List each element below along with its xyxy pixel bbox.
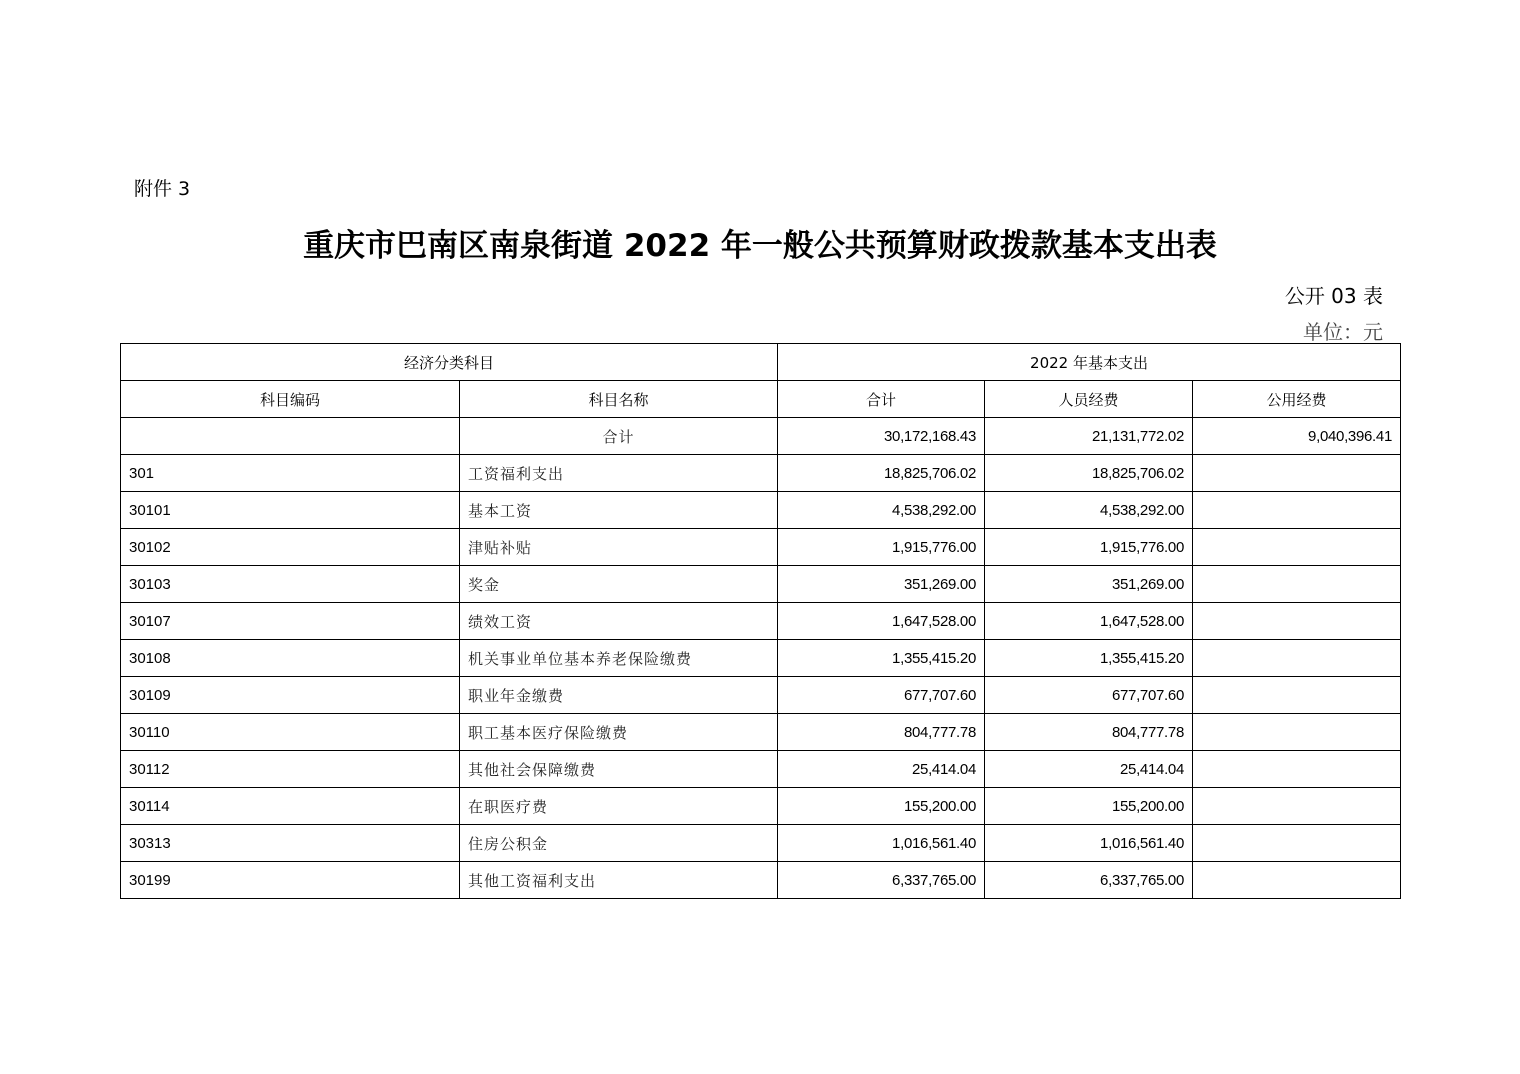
row-total: 677,707.60	[778, 677, 985, 714]
row-total: 351,269.00	[778, 566, 985, 603]
row-name: 奖金	[460, 566, 778, 603]
attachment-label: 附件 3	[134, 178, 191, 200]
row-public	[1193, 492, 1401, 529]
table-row	[121, 640, 1401, 677]
row-code: 30112	[121, 751, 460, 788]
row-code: 30108	[121, 640, 460, 677]
total-row	[121, 418, 1401, 455]
table-number: 公开 03 表	[1284, 284, 1383, 308]
header-personnel: 人员经费	[985, 381, 1193, 418]
header-total: 合计	[778, 381, 985, 418]
unit-label: 单位：元	[1303, 320, 1383, 344]
row-personnel: 25,414.04	[985, 751, 1193, 788]
row-code: 30110	[121, 714, 460, 751]
row-name: 绩效工资	[460, 603, 778, 640]
budget-table	[120, 343, 1401, 899]
category-public	[1193, 455, 1401, 492]
row-name: 职业年金缴费	[460, 677, 778, 714]
table-row	[121, 862, 1401, 899]
row-name: 机关事业单位基本养老保险缴费	[460, 640, 778, 677]
row-public	[1193, 825, 1401, 862]
row-name: 其他社会保障缴费	[460, 751, 778, 788]
row-public	[1193, 603, 1401, 640]
category-name: 工资福利支出	[460, 455, 778, 492]
page-title: 重庆市巴南区南泉街道 2022 年一般公共预算财政拨款基本支出表	[303, 228, 1217, 264]
row-code: 30101	[121, 492, 460, 529]
row-public	[1193, 714, 1401, 751]
category-personnel: 18,825,706.02	[985, 455, 1193, 492]
total-public: 9,040,396.41	[1193, 418, 1401, 455]
row-code: 30103	[121, 566, 460, 603]
row-total: 1,016,561.40	[778, 825, 985, 862]
row-name: 在职医疗费	[460, 788, 778, 825]
row-code: 30114	[121, 788, 460, 825]
row-total: 6,337,765.00	[778, 862, 985, 899]
category-total: 18,825,706.02	[778, 455, 985, 492]
row-name: 职工基本医疗保险缴费	[460, 714, 778, 751]
header-public: 公用经费	[1193, 381, 1401, 418]
row-total: 1,915,776.00	[778, 529, 985, 566]
row-total: 4,538,292.00	[778, 492, 985, 529]
category-row	[121, 455, 1401, 492]
row-total: 1,647,528.00	[778, 603, 985, 640]
row-personnel: 351,269.00	[985, 566, 1193, 603]
header-name: 科目名称	[460, 381, 778, 418]
row-total: 804,777.78	[778, 714, 985, 751]
table-row	[121, 529, 1401, 566]
total-personnel: 21,131,772.02	[985, 418, 1193, 455]
row-public	[1193, 677, 1401, 714]
row-code: 30313	[121, 825, 460, 862]
row-personnel: 1,915,776.00	[985, 529, 1193, 566]
table-row	[121, 492, 1401, 529]
row-personnel: 1,647,528.00	[985, 603, 1193, 640]
table-row	[121, 751, 1401, 788]
row-personnel: 804,777.78	[985, 714, 1193, 751]
row-public	[1193, 529, 1401, 566]
row-personnel: 4,538,292.00	[985, 492, 1193, 529]
row-total: 25,414.04	[778, 751, 985, 788]
category-code: 301	[121, 455, 460, 492]
row-name: 其他工资福利支出	[460, 862, 778, 899]
row-total: 155,200.00	[778, 788, 985, 825]
row-public	[1193, 788, 1401, 825]
table-row	[121, 677, 1401, 714]
row-personnel: 677,707.60	[985, 677, 1193, 714]
table-row	[121, 788, 1401, 825]
table-row	[121, 566, 1401, 603]
table-row	[121, 603, 1401, 640]
row-code: 30199	[121, 862, 460, 899]
header-row-columns	[121, 381, 1401, 418]
row-public	[1193, 862, 1401, 899]
table-row	[121, 825, 1401, 862]
row-public	[1193, 566, 1401, 603]
total-code	[121, 418, 460, 455]
row-code: 30102	[121, 529, 460, 566]
row-personnel: 6,337,765.00	[985, 862, 1193, 899]
row-total: 1,355,415.20	[778, 640, 985, 677]
header-economic-category: 经济分类科目	[121, 344, 778, 381]
row-code: 30109	[121, 677, 460, 714]
row-name: 住房公积金	[460, 825, 778, 862]
row-public	[1193, 751, 1401, 788]
header-row-groups	[121, 344, 1401, 381]
row-public	[1193, 640, 1401, 677]
row-personnel: 155,200.00	[985, 788, 1193, 825]
row-name: 基本工资	[460, 492, 778, 529]
table-row	[121, 714, 1401, 751]
row-code: 30107	[121, 603, 460, 640]
total-name: 合计	[460, 418, 778, 455]
row-name: 津贴补贴	[460, 529, 778, 566]
row-personnel: 1,016,561.40	[985, 825, 1193, 862]
header-basic-expenditure: 2022 年基本支出	[778, 344, 1401, 381]
header-code: 科目编码	[121, 381, 460, 418]
total-total: 30,172,168.43	[778, 418, 985, 455]
row-personnel: 1,355,415.20	[985, 640, 1193, 677]
